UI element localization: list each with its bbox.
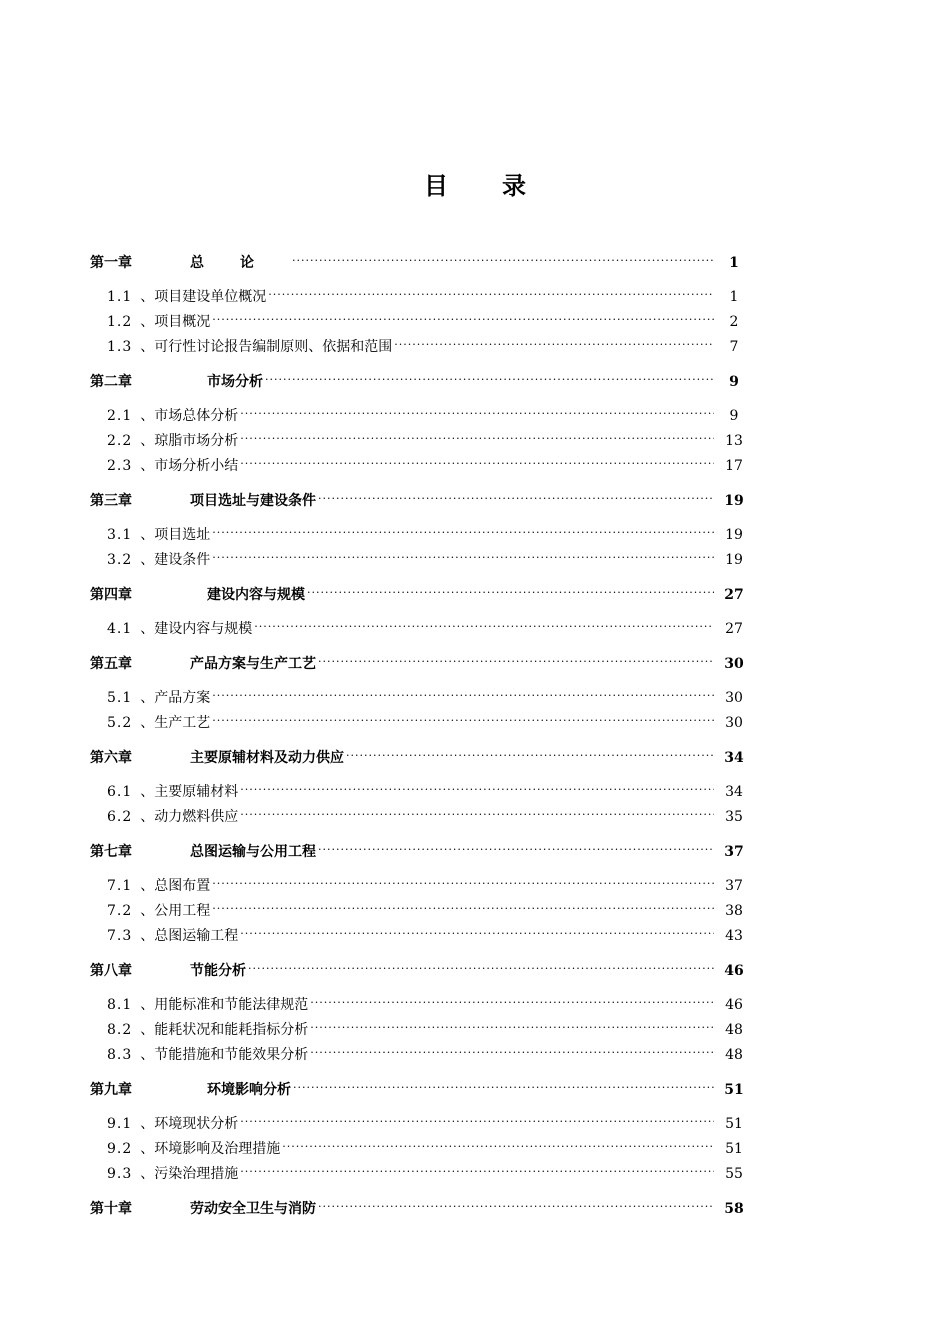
toc-section-title: 、用能标准和节能法律规范 <box>140 997 309 1013</box>
toc-section-title: 、节能措施和节能效果分析 <box>140 1047 309 1063</box>
toc-section-title: 、生产工艺 <box>140 715 211 731</box>
toc-chapter-number: 第四章 <box>90 587 132 603</box>
toc-section-number: 1.2 <box>107 314 133 330</box>
toc-page-number: 30 <box>725 715 743 731</box>
toc-section-number: 1.1 <box>107 289 133 305</box>
toc-section-number: 7.3 <box>107 928 133 944</box>
toc-chapter-entry[interactable] <box>90 247 752 271</box>
toc-chapter-title: 市场分析 <box>207 374 263 390</box>
dot-leader <box>212 895 714 915</box>
dot-leader <box>310 989 714 1009</box>
toc-section-title: 、污染治理措施 <box>140 1166 239 1182</box>
toc-chapter-title: 产品方案与生产工艺 <box>190 656 316 672</box>
toc-section-entry[interactable] <box>90 306 752 330</box>
toc-page-number: 37 <box>725 878 743 894</box>
toc-chapter-entry[interactable] <box>90 955 752 979</box>
toc-page-number: 46 <box>725 997 743 1013</box>
dot-leader <box>240 1108 714 1128</box>
toc-page-number: 48 <box>725 1022 743 1038</box>
toc-section-entry[interactable] <box>90 331 752 355</box>
toc-chapter-number: 第二章 <box>90 374 132 390</box>
toc-page-number: 27 <box>725 621 743 637</box>
toc-chapter-title: 建设内容与规模 <box>207 587 305 603</box>
dot-leader <box>346 742 714 762</box>
dot-leader <box>240 1158 714 1178</box>
toc-page-number: 9 <box>729 408 739 424</box>
toc-section-number: 1.3 <box>107 339 133 355</box>
toc-section-title: 、动力燃料供应 <box>140 809 239 825</box>
toc-page-number: 51 <box>725 1116 743 1132</box>
toc-page-number: 1 <box>729 255 739 271</box>
toc-page-number: 27 <box>724 587 744 603</box>
toc-section-title: 、项目选址 <box>140 527 211 543</box>
toc-chapter-entry[interactable] <box>90 366 752 390</box>
dot-leader <box>212 707 714 727</box>
toc-section-title: 、项目建设单位概况 <box>140 289 267 305</box>
toc-chapter-entry[interactable] <box>90 742 752 766</box>
toc-chapter-title: 总论 <box>190 255 290 271</box>
toc-chapter-title: 项目选址与建设条件 <box>190 493 316 509</box>
toc-page-number: 17 <box>725 458 743 474</box>
dot-leader <box>254 613 714 633</box>
dot-leader <box>240 400 714 420</box>
toc-section-title: 、环境现状分析 <box>140 1116 239 1132</box>
dot-leader <box>212 544 714 564</box>
toc-section-title: 、总图布置 <box>140 878 211 894</box>
toc-section-number: 5.1 <box>107 690 133 706</box>
dot-leader <box>318 836 714 856</box>
toc-page-number: 51 <box>725 1141 743 1157</box>
toc-section-number: 4.1 <box>107 621 133 637</box>
toc-section-number: 8.1 <box>107 997 133 1013</box>
toc-chapter-title: 主要原辅材料及动力供应 <box>190 750 344 766</box>
toc-section-entry[interactable] <box>90 1133 752 1157</box>
toc-section-entry[interactable] <box>90 544 752 568</box>
dot-leader <box>240 920 714 940</box>
toc-section-entry[interactable] <box>90 281 752 305</box>
toc-page-number: 55 <box>725 1166 743 1182</box>
dot-leader <box>307 579 714 599</box>
toc-chapter-number: 第五章 <box>90 656 132 672</box>
toc-section-entry[interactable] <box>90 400 752 424</box>
toc-section-title: 、产品方案 <box>140 690 211 706</box>
toc-section-entry[interactable] <box>90 707 752 731</box>
toc-page-number: 34 <box>725 784 743 800</box>
toc-section-entry[interactable] <box>90 682 752 706</box>
toc-section-number: 3.1 <box>107 527 133 543</box>
toc-section-number: 9.2 <box>107 1141 133 1157</box>
page-title: 目录 <box>424 171 580 200</box>
toc-page-number: 34 <box>724 750 744 766</box>
toc-page-number: 46 <box>724 963 744 979</box>
dot-leader <box>292 247 714 267</box>
dot-leader <box>212 870 714 890</box>
toc-section-entry[interactable] <box>90 450 752 474</box>
toc-section-title: 、项目概况 <box>140 314 211 330</box>
toc-section-title: 、市场分析小结 <box>140 458 239 474</box>
toc-chapter-number: 第三章 <box>90 493 132 509</box>
toc-section-entry[interactable] <box>90 519 752 543</box>
toc-section-title: 、可行性讨论报告编制原则、依据和范围 <box>140 339 393 355</box>
toc-section-entry[interactable] <box>90 870 752 894</box>
toc-page-number: 19 <box>725 552 743 568</box>
toc-section-entry[interactable] <box>90 776 752 800</box>
toc-chapter-title: 环境影响分析 <box>207 1082 291 1098</box>
toc-chapter-entry[interactable] <box>90 1193 752 1217</box>
toc-page-number: 58 <box>724 1201 744 1217</box>
toc-section-entry[interactable] <box>90 895 752 919</box>
toc-section-number: 7.1 <box>107 878 133 894</box>
toc-chapter-entry[interactable] <box>90 1074 752 1098</box>
toc-section-number: 9.3 <box>107 1166 133 1182</box>
toc-section-title: 、公用工程 <box>140 903 211 919</box>
toc-chapter-title: 节能分析 <box>190 963 246 979</box>
toc-page-number: 1 <box>729 289 739 305</box>
toc-section-number: 5.2 <box>107 715 133 731</box>
toc-section-entry[interactable] <box>90 425 752 449</box>
toc-section-number: 9.1 <box>107 1116 133 1132</box>
toc-section-number: 6.1 <box>107 784 133 800</box>
toc-page-number: 7 <box>729 339 739 355</box>
toc-section-entry[interactable] <box>90 613 752 637</box>
toc-section-title: 、主要原辅材料 <box>140 784 239 800</box>
toc-page-number: 43 <box>725 928 743 944</box>
toc-chapter-number: 第九章 <box>90 1082 132 1098</box>
toc-page-number: 19 <box>724 493 744 509</box>
toc-section-entry[interactable] <box>90 1014 752 1038</box>
toc-section-number: 7.2 <box>107 903 133 919</box>
toc-chapter-number: 第六章 <box>90 750 132 766</box>
toc-chapter-number: 第八章 <box>90 963 132 979</box>
dot-leader <box>318 485 714 505</box>
dot-leader <box>318 648 714 668</box>
dot-leader <box>318 1193 714 1213</box>
toc-section-title: 、总图运输工程 <box>140 928 239 944</box>
toc-page-number: 30 <box>725 690 743 706</box>
toc-chapter-title: 总图运输与公用工程 <box>190 844 316 860</box>
toc-section-title: 、建设条件 <box>140 552 211 568</box>
toc-chapter-entry[interactable] <box>90 648 752 672</box>
dot-leader <box>240 450 714 470</box>
toc-section-number: 6.2 <box>107 809 133 825</box>
toc-page-number: 48 <box>725 1047 743 1063</box>
dot-leader <box>248 955 714 975</box>
toc-page-number: 51 <box>724 1082 744 1098</box>
toc-chapter-title: 劳动安全卫生与消防 <box>190 1201 316 1217</box>
toc-section-title: 、建设内容与规模 <box>140 621 253 637</box>
dot-leader <box>240 801 714 821</box>
dot-leader <box>310 1039 714 1059</box>
toc-page-number: 38 <box>725 903 743 919</box>
dot-leader <box>240 425 714 445</box>
dot-leader <box>293 1074 714 1094</box>
dot-leader <box>268 281 714 301</box>
toc-section-number: 2.3 <box>107 458 133 474</box>
toc-page-number: 37 <box>724 844 744 860</box>
toc-page-number: 30 <box>724 656 744 672</box>
toc-section-title: 、市场总体分析 <box>140 408 239 424</box>
toc-section-entry[interactable] <box>90 801 752 825</box>
dot-leader <box>282 1133 714 1153</box>
toc-chapter-entry[interactable] <box>90 579 752 603</box>
toc-section-number: 8.3 <box>107 1047 133 1063</box>
toc-section-entry[interactable] <box>90 1108 752 1132</box>
dot-leader <box>212 682 714 702</box>
toc-section-number: 2.2 <box>107 433 133 449</box>
toc-page-number: 19 <box>725 527 743 543</box>
toc-section-entry[interactable] <box>90 1158 752 1182</box>
toc-chapter-entry[interactable] <box>90 836 752 860</box>
toc-page-number: 13 <box>725 433 743 449</box>
toc-chapter-number: 第一章 <box>90 255 132 271</box>
dot-leader <box>310 1014 714 1034</box>
toc-section-number: 2.1 <box>107 408 133 424</box>
toc-chapter-number: 第十章 <box>90 1201 132 1217</box>
dot-leader <box>394 331 714 351</box>
toc-section-number: 8.2 <box>107 1022 133 1038</box>
toc-page-number: 9 <box>729 374 739 390</box>
toc-page-number: 35 <box>725 809 743 825</box>
toc-page-number: 2 <box>729 314 739 330</box>
dot-leader <box>212 519 714 539</box>
toc-section-entry[interactable] <box>90 920 752 944</box>
toc-section-title: 、能耗状况和能耗指标分析 <box>140 1022 309 1038</box>
toc-chapter-number: 第七章 <box>90 844 132 860</box>
toc-section-number: 3.2 <box>107 552 133 568</box>
dot-leader <box>240 776 714 796</box>
toc-section-title: 、环境影响及治理措施 <box>140 1141 281 1157</box>
toc-section-entry[interactable] <box>90 1039 752 1063</box>
toc-section-title: 、琼脂市场分析 <box>140 433 239 449</box>
toc-section-entry[interactable] <box>90 989 752 1013</box>
dot-leader <box>265 366 714 386</box>
toc-chapter-entry[interactable] <box>90 485 752 509</box>
dot-leader <box>212 306 714 326</box>
